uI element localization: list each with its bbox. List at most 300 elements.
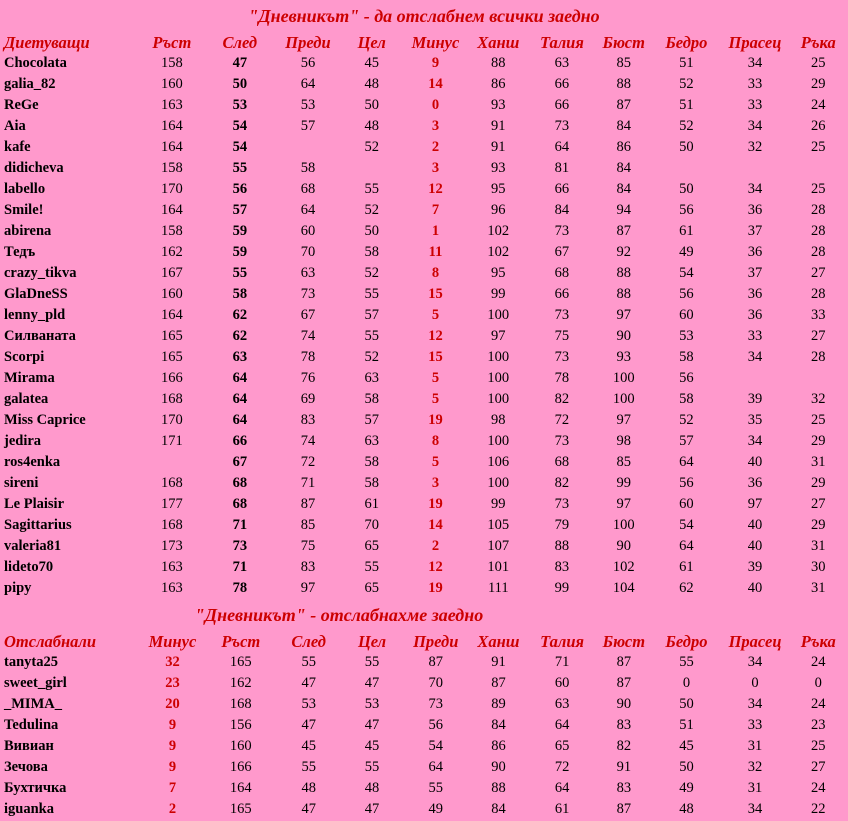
- table-row: [0, 652, 848, 673]
- table-cell: 88: [491, 55, 506, 71]
- table-cell: 45: [364, 738, 380, 754]
- table-cell: 45: [364, 55, 379, 71]
- table-cell: 160: [161, 286, 183, 302]
- table-cell: 168: [229, 696, 252, 712]
- table-cell: 57: [364, 412, 379, 428]
- table-row: [0, 778, 848, 799]
- member-name: ReGe: [4, 97, 39, 113]
- table-cell: 3: [431, 118, 440, 134]
- table-cell: 85: [616, 55, 631, 71]
- table-cell: 33: [747, 328, 763, 344]
- table-row: [0, 95, 848, 116]
- table-cell: 53: [300, 97, 316, 113]
- table-cell: 94: [616, 202, 631, 218]
- table-cell: 59: [232, 223, 248, 239]
- table-cell: 111: [487, 580, 509, 596]
- table-cell: 60: [300, 223, 316, 239]
- table-cell: [789, 158, 848, 179]
- table-cell: 166: [229, 759, 252, 775]
- table-cell: 83: [300, 559, 316, 575]
- table-cell: 71: [300, 475, 316, 491]
- table-cell: 98: [491, 412, 506, 428]
- table-cell: 84: [491, 717, 506, 733]
- finished-table: [0, 631, 848, 820]
- table-cell: 55: [679, 654, 694, 670]
- column-header: Талия: [539, 33, 584, 52]
- table-cell: 53: [301, 696, 316, 712]
- table-cell: 107: [487, 538, 510, 554]
- table-cell: 60: [679, 307, 694, 323]
- table-cell: 66: [232, 433, 248, 449]
- table-cell: 32: [747, 759, 763, 775]
- table-row: [0, 736, 848, 757]
- column-header: Прасец: [728, 632, 782, 651]
- table-cell: 12: [428, 328, 443, 344]
- table-cell: 64: [232, 412, 248, 428]
- table-cell: 33: [747, 76, 763, 92]
- column-header: Бедро: [665, 632, 708, 651]
- member-name: crazy_tikva: [4, 265, 77, 281]
- table-cell: 52: [679, 76, 694, 92]
- table-cell: 50: [364, 223, 379, 239]
- table-cell: 52: [364, 349, 379, 365]
- table-cell: 65: [364, 538, 379, 554]
- table-cell: 51: [679, 55, 694, 71]
- table-cell: 32: [811, 391, 826, 407]
- table-cell: 31: [811, 538, 826, 554]
- table-cell: 88: [554, 538, 570, 554]
- table-cell: 106: [487, 454, 510, 470]
- table-cell: 57: [679, 433, 694, 449]
- table-cell: 64: [428, 759, 443, 775]
- table-cell: 48: [301, 780, 316, 796]
- table-cell: 62: [232, 328, 248, 344]
- table-cell: 67: [554, 244, 570, 260]
- table-cell: 96: [491, 202, 506, 218]
- table-cell: 50: [679, 181, 694, 197]
- table-cell: 27: [811, 265, 826, 281]
- table-cell: 24: [811, 780, 826, 796]
- table-cell: 64: [300, 76, 316, 92]
- member-name: sireni: [4, 475, 39, 491]
- table-cell: 168: [161, 517, 183, 533]
- table-row: [0, 494, 848, 515]
- table-cell: 3: [431, 475, 440, 491]
- table-row: [0, 200, 848, 221]
- table-cell: 19: [428, 412, 443, 428]
- column-header: След: [222, 33, 258, 52]
- table-cell: 84: [491, 801, 506, 817]
- table-cell: 164: [161, 202, 183, 218]
- member-name: _MIMA_: [4, 696, 62, 712]
- table-cell: 76: [300, 370, 316, 386]
- table-cell: [721, 368, 788, 389]
- table-cell: 64: [554, 717, 570, 733]
- table-cell: 56: [428, 717, 443, 733]
- table-cell: 66: [554, 181, 570, 197]
- table-cell: 99: [491, 496, 506, 512]
- table-cell: 56: [300, 55, 316, 71]
- table-row: [0, 284, 848, 305]
- dieters-table: [0, 32, 848, 599]
- table-cell: 177: [161, 496, 183, 512]
- table-cell: 8: [431, 265, 440, 281]
- table-row: [0, 53, 848, 74]
- table-cell: 7: [431, 202, 440, 218]
- member-name: didicheva: [4, 160, 64, 176]
- table-cell: 0: [814, 675, 822, 691]
- table-cell: 78: [232, 580, 248, 596]
- member-name: Le Plaisir: [4, 496, 65, 512]
- table-cell: 15: [428, 286, 443, 302]
- table-cell: 68: [232, 496, 248, 512]
- table-cell: 53: [364, 696, 380, 712]
- table-cell: 68: [232, 475, 248, 491]
- table-cell: 5: [431, 454, 440, 470]
- table-cell: 29: [811, 433, 826, 449]
- table-cell: 3: [431, 160, 440, 176]
- column-header: Ръст: [221, 632, 261, 651]
- table-cell: 102: [487, 244, 510, 260]
- column-header: Отслабнали: [4, 632, 97, 651]
- table-cell: 168: [161, 475, 183, 491]
- table-cell: 91: [491, 139, 506, 155]
- table-cell: 100: [612, 370, 635, 386]
- table-cell: 102: [612, 559, 635, 575]
- table-cell: 58: [364, 244, 379, 260]
- table-row: [0, 715, 848, 736]
- table-cell: 91: [616, 759, 632, 775]
- table-cell: 28: [811, 286, 826, 302]
- table-cell: 23: [165, 675, 180, 691]
- table-row: [0, 347, 848, 368]
- member-name: Aia: [4, 118, 26, 134]
- table-cell: 56: [679, 286, 694, 302]
- table-cell: 14: [428, 76, 443, 92]
- table-cell: 48: [364, 76, 379, 92]
- table-cell: 158: [161, 55, 183, 71]
- table-cell: 49: [679, 244, 694, 260]
- table-cell: 40: [747, 538, 763, 554]
- column-header: Минус: [411, 33, 460, 52]
- table-cell: 25: [811, 738, 826, 754]
- table-cell: 87: [300, 496, 316, 512]
- table-cell: 71: [232, 517, 248, 533]
- member-name: labello: [4, 181, 46, 197]
- table-cell: 83: [300, 412, 316, 428]
- table-cell: 22: [811, 801, 826, 817]
- table-cell: 87: [616, 675, 632, 691]
- table-cell: 99: [491, 286, 506, 302]
- table-cell: 88: [491, 780, 506, 796]
- table-cell: 167: [161, 265, 183, 281]
- table-cell: 34: [747, 696, 763, 712]
- member-name: lideto70: [4, 559, 54, 575]
- table-cell: [139, 452, 205, 473]
- table-row: [0, 799, 848, 820]
- table-cell: 36: [747, 244, 763, 260]
- table-cell: 9: [168, 759, 177, 775]
- table-cell: 11: [428, 244, 443, 260]
- table-cell: 56: [232, 181, 248, 197]
- table-cell: 75: [554, 328, 570, 344]
- table-cell: 55: [428, 780, 443, 796]
- table-cell: 64: [554, 139, 570, 155]
- table-row: [0, 116, 848, 137]
- table-row: [0, 452, 848, 473]
- table-cell: 54: [679, 517, 694, 533]
- table-cell: 93: [491, 97, 506, 113]
- table-cell: 168: [161, 391, 183, 407]
- table-row: [0, 305, 848, 326]
- table-cell: 100: [487, 370, 510, 386]
- column-header: Бюст: [602, 33, 645, 52]
- table-cell: 61: [679, 559, 694, 575]
- table-cell: 29: [811, 475, 826, 491]
- table-row: [0, 179, 848, 200]
- table-cell: 52: [364, 139, 379, 155]
- table-cell: 33: [747, 717, 763, 733]
- member-name: Sagittarius: [4, 517, 72, 533]
- table-cell: 49: [428, 801, 443, 817]
- table-cell: 73: [554, 496, 570, 512]
- table-cell: 165: [229, 654, 252, 670]
- table-cell: 55: [364, 286, 379, 302]
- table-cell: 62: [679, 580, 694, 596]
- table-cell: 93: [616, 349, 631, 365]
- table-cell: 27: [811, 328, 826, 344]
- table-cell: 72: [554, 759, 570, 775]
- table-cell: 105: [487, 517, 510, 533]
- table-cell: 83: [554, 559, 570, 575]
- table-cell: 163: [161, 97, 183, 113]
- table-cell: 28: [811, 202, 826, 218]
- table-cell: 66: [554, 97, 570, 113]
- table-row: [0, 694, 848, 715]
- table-cell: 86: [491, 76, 506, 92]
- table-cell: 48: [364, 118, 379, 134]
- table-cell: 97: [747, 496, 763, 512]
- table-cell: 84: [616, 160, 631, 176]
- table-cell: 64: [300, 202, 316, 218]
- table-cell: 170: [161, 181, 183, 197]
- table-cell: 73: [554, 433, 570, 449]
- table-cell: 23: [811, 717, 826, 733]
- table-cell: 34: [747, 181, 763, 197]
- table-cell: 87: [428, 654, 443, 670]
- table-cell: 5: [431, 370, 440, 386]
- table-cell: 73: [554, 223, 570, 239]
- table-cell: 47: [301, 675, 316, 691]
- table-cell: 95: [491, 181, 506, 197]
- table-cell: 163: [161, 559, 183, 575]
- table-cell: 56: [679, 475, 694, 491]
- table-row: [0, 368, 848, 389]
- table-cell: 87: [616, 223, 631, 239]
- member-name: abirena: [4, 223, 52, 239]
- table-cell: 158: [161, 223, 183, 239]
- table-cell: 57: [232, 202, 248, 218]
- member-name: Smile!: [4, 202, 44, 218]
- table-cell: 14: [428, 517, 443, 533]
- table-cell: [789, 368, 848, 389]
- table-cell: 84: [616, 118, 631, 134]
- table-cell: 73: [554, 307, 570, 323]
- table-cell: 156: [229, 717, 252, 733]
- table-cell: 47: [232, 55, 248, 71]
- table-cell: 28: [811, 349, 826, 365]
- table-cell: 1: [431, 223, 440, 239]
- column-header: След: [291, 632, 326, 651]
- table-cell: 50: [679, 139, 694, 155]
- table1-title: "Дневникът" - да отслабнем всички заедно: [248, 6, 600, 26]
- table-cell: 86: [616, 139, 631, 155]
- column-header: Бюст: [602, 632, 646, 651]
- column-header: Ръка: [800, 33, 836, 52]
- table-cell: 160: [229, 738, 252, 754]
- table-cell: 71: [232, 559, 248, 575]
- table-cell: 65: [554, 738, 570, 754]
- table-cell: 82: [554, 475, 570, 491]
- table-cell: 31: [811, 454, 826, 470]
- column-header: Диетуващи: [4, 33, 90, 52]
- table-cell: 28: [811, 223, 826, 239]
- member-name: pipy: [4, 580, 32, 596]
- table-row: [0, 557, 848, 578]
- table-cell: 32: [747, 139, 763, 155]
- table-cell: 55: [232, 160, 248, 176]
- member-name: galia_82: [4, 76, 56, 92]
- table-cell: 100: [612, 517, 635, 533]
- table-cell: 91: [491, 118, 506, 134]
- table-cell: 61: [679, 223, 694, 239]
- table-row: [0, 137, 848, 158]
- table-cell: 93: [491, 160, 506, 176]
- table-cell: 34: [747, 433, 763, 449]
- member-name: Chocolata: [4, 55, 67, 71]
- table-cell: 25: [811, 139, 826, 155]
- table-cell: 31: [811, 580, 826, 596]
- member-name: lenny_pld: [4, 307, 66, 323]
- table-cell: 165: [229, 801, 252, 817]
- table-cell: 66: [554, 286, 570, 302]
- table-cell: 78: [554, 370, 570, 386]
- table-cell: 45: [301, 738, 316, 754]
- table-cell: 34: [747, 55, 763, 71]
- table-row: [0, 515, 848, 536]
- table-cell: 55: [364, 328, 379, 344]
- member-name: sweet_girl: [4, 675, 67, 691]
- table-cell: 24: [811, 654, 826, 670]
- table-cell: 58: [679, 391, 694, 407]
- column-header: Бедро: [665, 33, 708, 52]
- table-cell: 98: [616, 433, 631, 449]
- column-header: Цел: [357, 33, 386, 52]
- table-row: [0, 326, 848, 347]
- table-cell: 73: [554, 118, 570, 134]
- column-header: Цел: [357, 632, 387, 651]
- table-cell: 64: [554, 780, 570, 796]
- table-cell: 54: [232, 139, 248, 155]
- table-cell: 97: [491, 328, 506, 344]
- member-name: Вивиан: [4, 738, 54, 754]
- member-name: valeria81: [4, 538, 62, 554]
- table-cell: 28: [811, 244, 826, 260]
- table-cell: 162: [229, 675, 252, 691]
- table-cell: 79: [554, 517, 570, 533]
- table-cell: 36: [747, 475, 763, 491]
- table-cell: 52: [679, 118, 694, 134]
- table-cell: 54: [232, 118, 248, 134]
- table-cell: 72: [554, 412, 570, 428]
- table-cell: 53: [679, 328, 694, 344]
- table-cell: 47: [301, 717, 316, 733]
- table-cell: 52: [364, 265, 379, 281]
- table-cell: 84: [616, 181, 631, 197]
- table-cell: 87: [491, 675, 506, 691]
- member-name: iguanka: [4, 801, 54, 817]
- table-cell: 54: [679, 265, 694, 281]
- table-cell: 19: [428, 496, 443, 512]
- table-cell: 74: [300, 433, 316, 449]
- table-cell: 58: [300, 160, 316, 176]
- table-cell: 51: [679, 717, 694, 733]
- table-cell: 72: [300, 454, 316, 470]
- table-cell: 35: [747, 412, 763, 428]
- table-cell: 2: [431, 139, 440, 155]
- table-cell: 164: [229, 780, 252, 796]
- table-cell: 55: [364, 759, 380, 775]
- table-cell: 15: [428, 349, 443, 365]
- table-cell: 95: [491, 265, 506, 281]
- column-header: Ръст: [152, 33, 192, 52]
- column-header: Преди: [285, 33, 331, 52]
- table-cell: 63: [554, 696, 570, 712]
- table-cell: 87: [616, 97, 631, 113]
- column-header: Минус: [148, 632, 197, 651]
- table-cell: 171: [161, 433, 183, 449]
- table-row: [0, 757, 848, 778]
- table-row: [0, 473, 848, 494]
- table-cell: 25: [811, 55, 826, 71]
- member-name: tanyta25: [4, 654, 58, 670]
- member-name: Scorpi: [4, 349, 45, 365]
- table-cell: 83: [616, 780, 632, 796]
- table-cell: 64: [232, 370, 248, 386]
- table-cell: 64: [679, 538, 694, 554]
- table-cell: 19: [428, 580, 443, 596]
- table-cell: 36: [747, 202, 763, 218]
- table-cell: [275, 137, 342, 158]
- table-cell: 97: [616, 496, 631, 512]
- table-cell: 34: [747, 801, 763, 817]
- table-cell: 163: [161, 580, 183, 596]
- table-cell: 55: [364, 654, 380, 670]
- table-cell: 60: [554, 675, 570, 691]
- table-cell: 51: [679, 97, 694, 113]
- table-cell: 58: [364, 475, 379, 491]
- table-cell: 91: [491, 654, 506, 670]
- table-cell: 33: [811, 307, 826, 323]
- member-name: jedira: [4, 433, 42, 449]
- table-cell: 89: [491, 696, 506, 712]
- table-cell: 48: [679, 801, 694, 817]
- table-cell: 56: [679, 202, 694, 218]
- table-cell: 74: [300, 328, 316, 344]
- table-cell: 100: [487, 475, 510, 491]
- table-cell: 99: [616, 475, 631, 491]
- table-cell: 0: [751, 675, 759, 691]
